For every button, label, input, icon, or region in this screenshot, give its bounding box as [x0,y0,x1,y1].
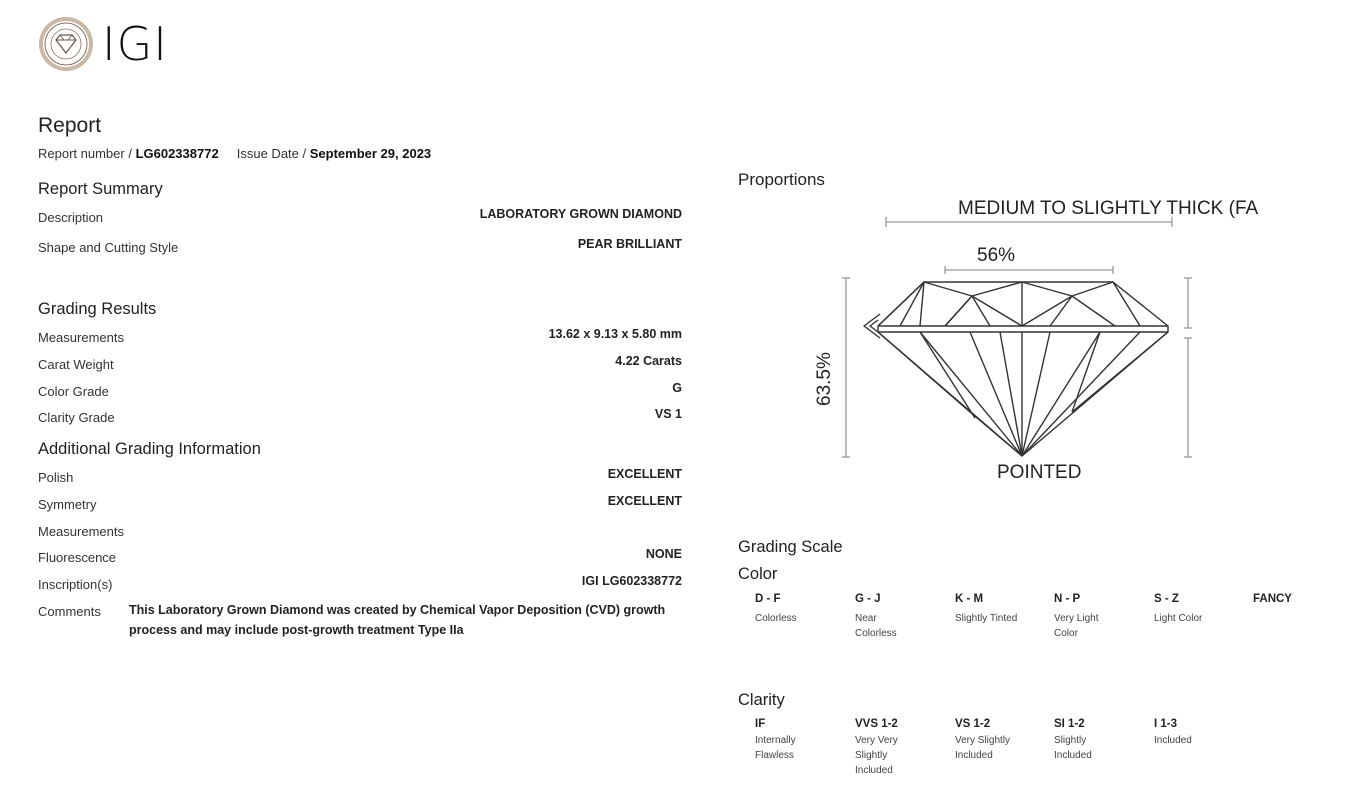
report-number: LG602338772 [135,146,219,161]
clarity-code: IF [755,718,766,730]
igi-seal-icon [38,16,94,72]
symmetry-label: Symmetry [38,497,97,512]
additional-measurements-label: Measurements [38,524,124,539]
color-scale-item [855,593,925,641]
color-scale-item [955,593,1051,626]
color-code: FANCY [1253,593,1292,605]
color-code: G - J [855,593,881,605]
clarity-code: VS 1-2 [955,718,991,730]
fluorescence-label: Fluorescence [38,550,117,565]
color-scale-item [755,593,851,626]
color-scale-heading: Color [738,565,778,583]
color-desc: Light Color [1154,613,1203,624]
color-desc: Near Colorless [855,613,897,639]
shape-value: PEAR BRILLIANT [577,237,682,251]
description-label: Description [38,210,104,225]
report-meta [38,146,431,161]
additional-info-heading: Additional Grading Information [38,440,261,458]
clarity-code: VVS 1-2 [855,718,898,730]
color-scale-item [1253,593,1349,605]
report-summary-heading: Report Summary [38,180,163,198]
report-title: Report [38,114,102,137]
fluorescence-value: NONE [645,547,682,561]
description-value: LABORATORY GROWN DIAMOND [479,207,682,221]
clarity-scale-item [1154,718,1250,748]
proportions-diagram [800,190,1280,490]
comments-label: Comments [38,604,101,619]
comments-text: This Laboratory Grown Diamond was created by Chemical Vapor Deposition (CVD) growth process and may include post-growth treatment Type IIa [129,603,666,637]
color-code: S - Z [1154,593,1179,605]
color-code: D - F [755,593,781,605]
issue-date-label: Issue Date / [236,146,307,161]
color-code: K - M [955,593,984,605]
color-grade-label: Color Grade [38,384,109,399]
grading-scale-heading: Grading Scale [738,538,843,556]
clarity-scale-heading: Clarity [738,691,785,709]
issue-date: September 29, 2023 [309,146,432,161]
carat-weight-value: 4.22 Carats [615,354,682,368]
report-number-label: Report number / [38,146,132,161]
clarity-scale-item [855,718,915,778]
clarity-desc: Slightly Included [1054,735,1092,761]
proportions-heading: Proportions [738,170,825,189]
polish-value: EXCELLENT [607,467,682,481]
shape-label: Shape and Cutting Style [38,240,179,255]
clarity-scale-item [955,718,1025,763]
grading-results-heading: Grading Results [38,300,157,318]
igi-logo [38,16,168,72]
depth-label: 63.5% [814,352,835,406]
color-desc: Slightly Tinted [955,613,1018,624]
clarity-scale-item [755,718,815,763]
clarity-grade-value: VS 1 [654,407,682,421]
carat-weight-label: Carat Weight [38,357,114,372]
culet-label: POINTED [997,462,1082,483]
color-scale-item [1154,593,1250,626]
color-desc: Colorless [755,613,797,624]
clarity-desc: Included [1154,735,1192,746]
clarity-scale-item [1054,718,1114,763]
inscription-label: Inscription(s) [38,577,113,592]
clarity-code: I 1-3 [1154,718,1178,730]
polish-label: Polish [38,470,74,485]
measurements-label: Measurements [38,330,124,345]
table-label: 56% [977,245,1016,266]
symmetry-value: EXCELLENT [607,494,682,508]
clarity-code: SI 1-2 [1054,718,1085,730]
inscription-value: IGI LG602338772 [581,574,682,588]
clarity-desc: Very Slightly Included [955,735,1011,761]
brand-name: IGI [102,17,168,71]
measurements-value: 13.62 x 9.13 x 5.80 mm [548,327,682,341]
clarity-grade-label: Clarity Grade [38,410,115,425]
girdle-label: MEDIUM TO SLIGHTLY THICK (FA [958,198,1259,219]
clarity-desc: Very Very Slightly Included [855,735,898,776]
color-desc: Very Light Color [1054,613,1099,639]
color-grade-value: G [672,381,682,395]
color-code: N - P [1054,593,1081,605]
clarity-desc: Internally Flawless [755,735,796,761]
color-scale-item [1054,593,1114,641]
